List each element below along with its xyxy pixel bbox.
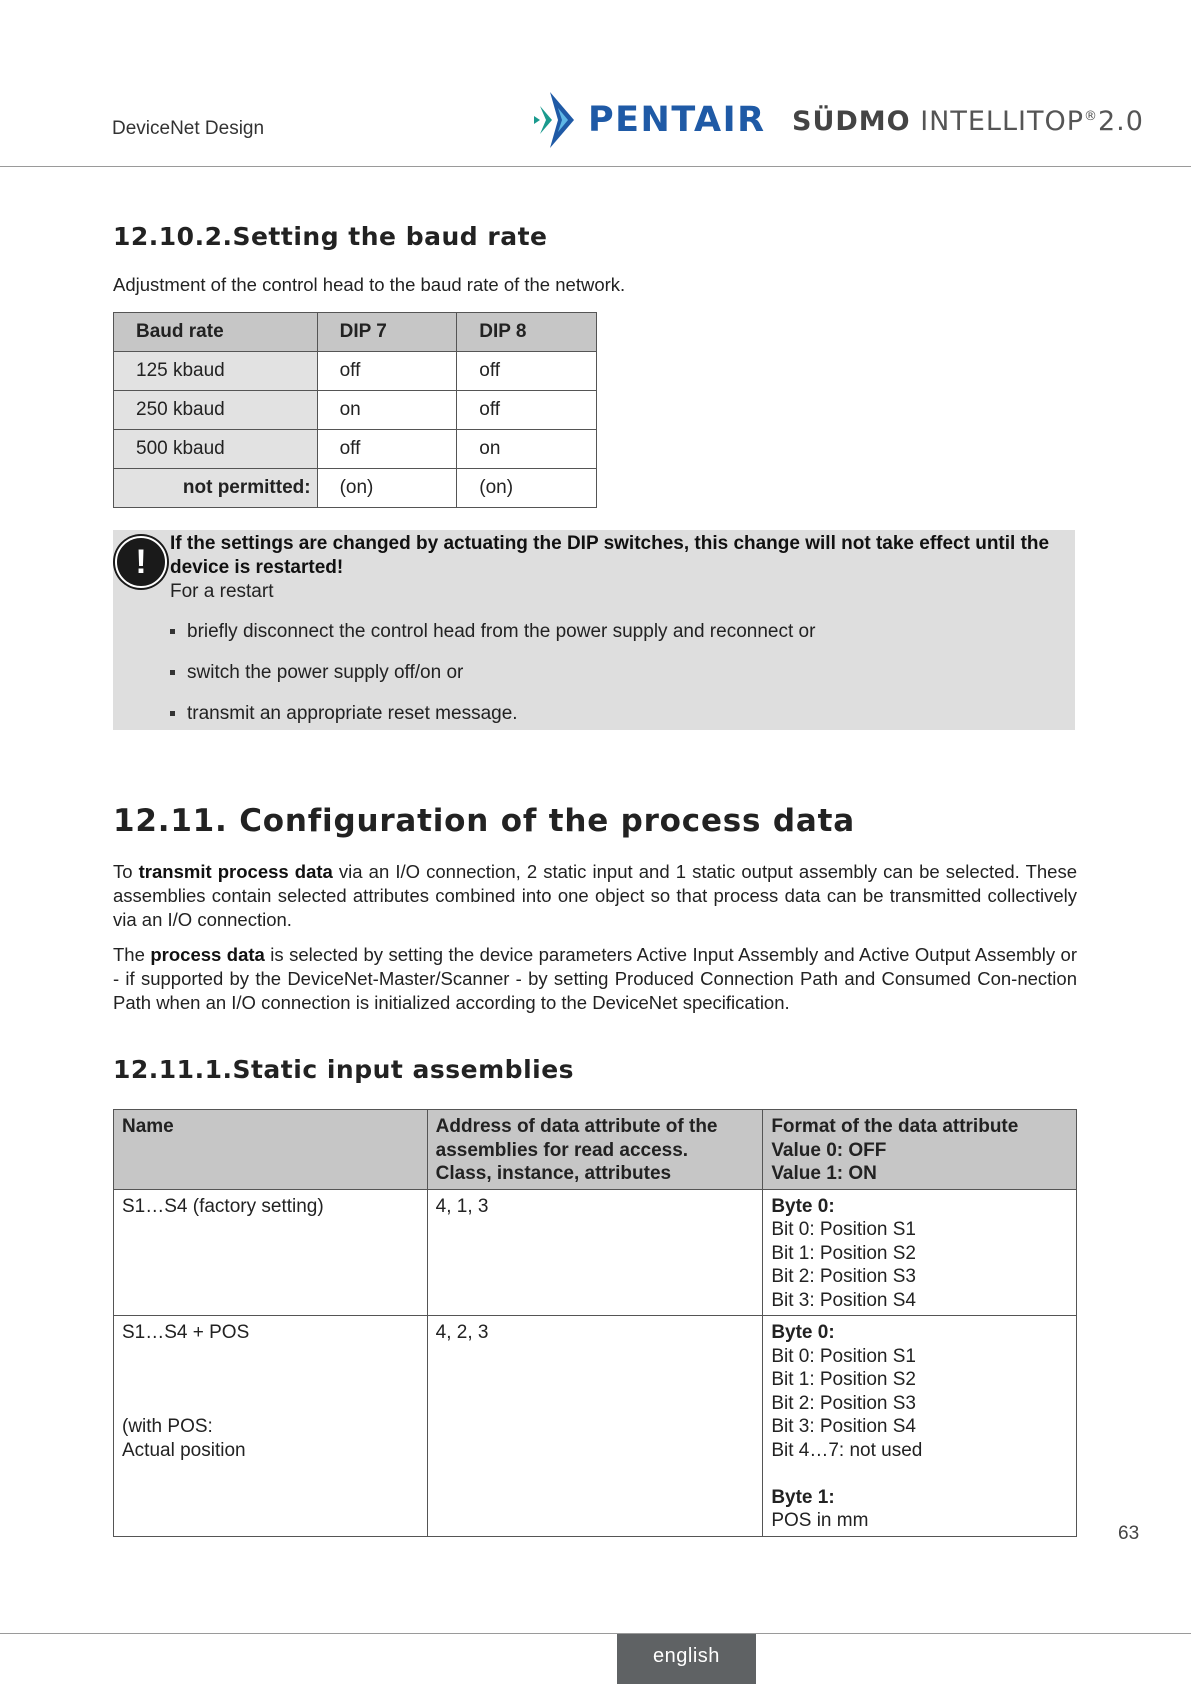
not-permitted-cell: not permitted: xyxy=(114,469,318,508)
page-number: 63 xyxy=(1118,1523,1140,1544)
pentair-mark-icon xyxy=(534,92,578,148)
baud-rate-cell: 125 kbaud xyxy=(114,352,318,391)
assembly-format-cell: Byte 0: Bit 0: Position S1 Bit 1: Position S2 Bit 2: Position S3 Bit 3: Position S4 Bit 4…7: not used Byte 1: POS in mm xyxy=(763,1316,1077,1537)
dip8-cell: (on) xyxy=(457,469,597,508)
io-table-header: Format of the data attribute Value 0: OFF Value 1: ON xyxy=(763,1110,1077,1190)
assembly-format-cell: Byte 0: Bit 0: Position S1 Bit 1: Position S2 Bit 2: Position S3 Bit 3: Position S4 xyxy=(763,1189,1077,1316)
baud-rate-table xyxy=(113,312,597,508)
assembly-name-cell: S1…S4 (factory setting) xyxy=(114,1189,428,1316)
footer-divider xyxy=(0,1633,1191,1634)
pentair-logo xyxy=(534,90,766,150)
table-row xyxy=(114,1316,1077,1537)
baud-table-header: Baud rate xyxy=(114,313,318,352)
dip8-cell: off xyxy=(457,391,597,430)
assembly-address-cell: 4, 1, 3 xyxy=(427,1189,763,1316)
table-row xyxy=(114,352,597,391)
table-row xyxy=(114,1189,1077,1316)
io-table-header: Address of data attribute of the assemblies for read access. Class, instance, attributes xyxy=(427,1110,763,1190)
list-item: switch the power supply off/on or xyxy=(170,662,815,703)
dip7-cell: off xyxy=(317,352,457,391)
section-heading-baud-rate: 12.10.2.Setting the baud rate xyxy=(113,222,548,251)
language-tab: english xyxy=(617,1634,756,1684)
baud-table-header: DIP 8 xyxy=(457,313,597,352)
list-item: transmit an appropriate reset message. xyxy=(170,703,815,744)
bullet-icon xyxy=(170,711,175,716)
table-row xyxy=(114,469,597,508)
dip8-cell: off xyxy=(457,352,597,391)
product-brand: SÜDMO xyxy=(792,106,911,137)
process-data-paragraph-1: To transmit process data via an I/O connection, 2 static input and 1 static output assembly can be selected. These assemblies contain selected attributes combined into one object so that process data can be transmitted collectively via an I/O connection. xyxy=(113,861,1077,930)
bullet-icon xyxy=(170,629,175,634)
bullet-icon xyxy=(170,670,175,675)
baud-rate-cell: 500 kbaud xyxy=(114,430,318,469)
warning-lead: For a restart xyxy=(170,581,274,602)
product-name xyxy=(792,106,1144,137)
process-data-paragraph-2: The process data is selected by setting the device parameters Active Input Assembly and Active Output Assembly or - if supported by the DeviceNet-Master/Scanner - by setting Produced Connection Path and Consumed Con-nection Path when an I/O connection is initialized according to the DeviceNet specification. xyxy=(113,944,1077,1013)
assembly-address-cell: 4, 2, 3 xyxy=(427,1316,763,1537)
brand-name: PENTAIR xyxy=(588,100,766,140)
table-row xyxy=(114,430,597,469)
emphasis: process data xyxy=(150,944,265,965)
io-table-header-row xyxy=(114,1110,1077,1190)
table-row xyxy=(114,391,597,430)
exclamation-icon: ! xyxy=(115,536,167,588)
registered-mark: ® xyxy=(1083,109,1098,124)
dip8-cell: on xyxy=(457,430,597,469)
section-heading-process-data: 12.11. Configuration of the process data xyxy=(113,803,855,839)
dip7-cell: off xyxy=(317,430,457,469)
section-heading-static-input: 12.11.1.Static input assemblies xyxy=(113,1055,575,1084)
product-model: INTELLITOP xyxy=(910,106,1084,137)
static-input-assemblies-table xyxy=(113,1109,1077,1537)
list-item: briefly disconnect the control head from the power supply and reconnect or xyxy=(170,621,815,662)
baud-rate-cell: 250 kbaud xyxy=(114,391,318,430)
assembly-name-cell: S1…S4 + POS (with POS: Actual position xyxy=(114,1316,428,1537)
dip7-cell: on xyxy=(317,391,457,430)
io-table-header: Name xyxy=(114,1110,428,1190)
header-document-title: DeviceNet Design xyxy=(112,118,265,139)
warning-bold-text: If the settings are changed by actuating the DIP switches, this change will not take effect until the device is restarted! xyxy=(170,533,1050,578)
warning-text xyxy=(170,532,1070,604)
baud-table-header-row xyxy=(114,313,597,352)
restart-steps-list xyxy=(170,621,815,744)
dip7-cell: (on) xyxy=(317,469,457,508)
baud-rate-intro: Adjustment of the control head to the baud rate of the network. xyxy=(113,274,626,295)
product-version: 2.0 xyxy=(1097,106,1144,137)
header-divider xyxy=(0,166,1191,167)
emphasis: transmit process data xyxy=(138,861,333,882)
baud-table-header: DIP 7 xyxy=(317,313,457,352)
